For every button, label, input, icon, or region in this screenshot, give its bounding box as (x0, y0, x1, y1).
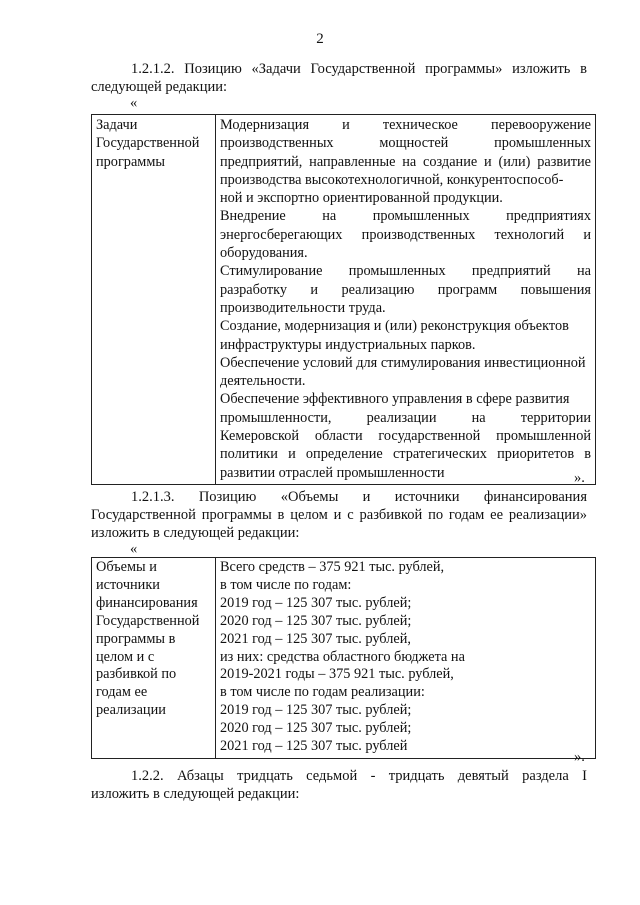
content-line: 2020 год – 125 307 тыс. рублей; (220, 612, 412, 629)
content-line: 2021 год – 125 307 тыс. рублей (220, 738, 408, 755)
content-line: Обеспечение эффективного управления в сфере развития (220, 391, 570, 408)
content-line: Кемеровской области государственной промышленной (220, 428, 591, 445)
content-line: деятельности. (220, 373, 306, 390)
label-line: программы (96, 153, 166, 170)
content-line: 2019-2021 годы – 375 921 тыс. рублей, (220, 666, 454, 683)
funding-table (91, 557, 596, 759)
paragraph-1-2-1-3-line1: 1.2.1.3. Позицию «Объемы и источники финансирования (131, 489, 587, 505)
tasks-table (91, 114, 596, 485)
open-quote-1: « (130, 95, 138, 111)
paragraph-1-2-1-3-line2: Государственной программы в целом и с разбивкой по годам ее реализации» (91, 507, 587, 523)
content-line: 2019 год – 125 307 тыс. рублей; (220, 702, 412, 719)
content-line: энергосберегающих производственных технологий и (220, 226, 591, 243)
content-line: развитии отраслей промышленности (220, 464, 445, 481)
close-quote-2: ». (574, 749, 585, 765)
label-line: целом и с (96, 648, 155, 665)
paragraph-1-2-2-line1: 1.2.2. Абзацы тридцать седьмой - тридцать девятый раздела I (131, 768, 587, 784)
content-line: Обеспечение условий для стимулирования инвестиционной (220, 354, 586, 371)
content-line: ной и экспортно ориентированной продукции. (220, 190, 503, 207)
content-line: Всего средств – 375 921 тыс. рублей, (220, 559, 445, 575)
content-line: Внедрение на промышленных предприятиях (220, 208, 591, 225)
content-line: промышленности, реализации на территории (220, 409, 591, 426)
label-line: годам ее (96, 684, 148, 701)
content-line: Создание, модернизация и (или) реконструкция объектов (220, 318, 569, 335)
label-line: источники (96, 576, 160, 593)
funding-content-cell (216, 558, 596, 759)
content-line: предприятий, направленные на создание и (или) развитие (220, 153, 591, 170)
tasks-content-cell (216, 115, 596, 485)
content-line: инфраструктуры индустриальных парков. (220, 336, 476, 353)
content-line: в том числе по годам: (220, 576, 352, 593)
label-line: разбивкой по (96, 666, 177, 683)
table-row (92, 115, 596, 485)
label-line: Государственной (96, 612, 200, 629)
table-row (92, 558, 596, 759)
label-line: Государственной (96, 135, 200, 152)
content-line: оборудования. (220, 245, 308, 262)
content-line: Стимулирование промышленных предприятий на (220, 263, 591, 280)
tasks-label-cell (92, 115, 216, 485)
content-line: в том числе по годам реализации: (220, 684, 425, 701)
page-number: 2 (316, 31, 324, 47)
content-line: разработку и реализацию программ повышения (220, 281, 591, 298)
close-quote-1: ». (574, 470, 585, 486)
label-line: Объемы и (96, 559, 157, 575)
content-line: 2020 год – 125 307 тыс. рублей; (220, 720, 412, 737)
open-quote-2: « (130, 541, 138, 557)
paragraph-1-2-1-3-line3: изложить в следующей редакции: (91, 525, 300, 541)
label-line: программы в (96, 630, 176, 647)
label-line: реализации (96, 702, 166, 719)
paragraph-1-2-1-2-line1: 1.2.1.2. Позицию «Задачи Государственной программы» изложить в (131, 61, 587, 77)
content-line: производительности труда. (220, 299, 386, 316)
label-line: финансирования (96, 594, 198, 611)
content-line: 2019 год – 125 307 тыс. рублей; (220, 594, 412, 611)
label-line: Задачи (96, 117, 138, 133)
content-line: из них: средства областного бюджета на (220, 648, 465, 665)
content-line: Модернизация и техническое перевооружение (220, 117, 591, 133)
content-line: производства высокотехнологичной, конкурентоспособ- (220, 171, 564, 188)
funding-label-cell (92, 558, 216, 759)
content-line: производственных мощностей промышленных (220, 135, 591, 152)
paragraph-1-2-1-2-line2: следующей редакции: (91, 79, 228, 95)
content-line: политики и определение стратегических приоритетов в (220, 446, 591, 463)
paragraph-1-2-2-line2: изложить в следующей редакции: (91, 786, 300, 802)
content-line: 2021 год – 125 307 тыс. рублей, (220, 630, 411, 647)
